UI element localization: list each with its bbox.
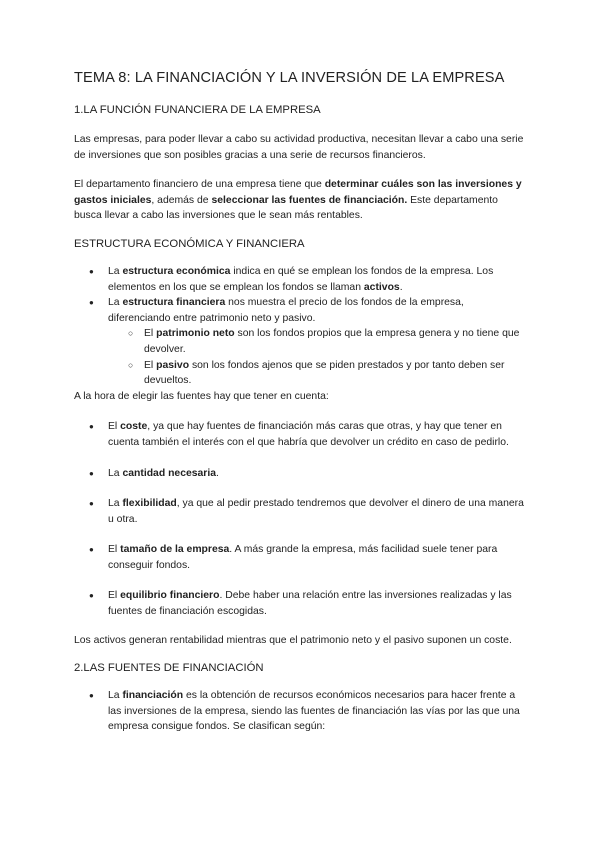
section-heading-1: 1.LA FUNCIÓN FUNANCIERA DE LA EMPRESA xyxy=(74,104,321,116)
list-item: ● El coste, ya que hay fuentes de financiación más caras que otras, y hay que tener en cuenta también el interés con el que habría que devolver un crédito en caso de pedirlo. xyxy=(74,419,526,450)
nested-list xyxy=(108,326,526,388)
criteria-list xyxy=(74,419,526,619)
list-item: ● La financiación es la obtención de recursos económicos necesarios para hacer frente a las inversiones de la empresa, siendo las fuentes de financiación las vías por las que una empresa consigue fondos. Se clasifican según: xyxy=(74,688,526,735)
section-heading-2: 2.LAS FUENTES DE FINANCIACIÓN xyxy=(74,662,264,675)
nested-list-item: ○ El patrimonio neto son los fondos propios que la empresa genera y no tiene que devolver. xyxy=(108,326,526,357)
paragraph-financial-department: El departamento financiero de una empresa tiene que determinar cuáles son las inversiones y gastos iniciales, además de seleccionar las fuentes de financiación. Este departamento busca llevar a cabo las inversiones que le sean más rentables. xyxy=(74,179,522,222)
list-item: ● La estructura financiera nos muestra el precio de los fondos de la empresa, diferenciando entre patrimonio neto y pasivo. ○ El patrimonio neto son los fondos propios que la empresa genera y no tiene que devolver. ○ El pasivo son los fondos ajenos que se piden prestados y por tanto deben ser devueltos. xyxy=(74,295,526,389)
subsection-heading: ESTRUCTURA ECONÓMICA Y FINANCIERA xyxy=(74,237,305,250)
list-item: ● La flexibilidad, ya que al pedir prestado tendremos que devolver el dinero de una manera u otra. xyxy=(74,496,526,527)
paragraph-assets: Los activos generan rentabilidad mientras que el patrimonio neto y el pasivo suponen un coste. xyxy=(74,634,512,646)
structure-list xyxy=(74,264,526,389)
list-item: ● La cantidad necesaria. xyxy=(74,466,526,482)
nested-list-item: ○ El pasivo son los fondos ajenos que se piden prestados y por tanto deben ser devueltos. xyxy=(108,358,526,389)
list-item: ● El tamaño de la empresa. A más grande la empresa, más facilidad suele tener para conseguir fondos. xyxy=(74,542,526,573)
page-title: TEMA 8: LA FINANCIACIÓN Y LA INVERSIÓN DE LA EMPRESA xyxy=(74,70,505,86)
paragraph-intro: Las empresas, para poder llevar a cabo su actividad productiva, necesitan llevar a cabo una serie de inversiones que son posibles gracias a una serie de recursos financieros. xyxy=(74,134,524,161)
financing-list xyxy=(74,688,526,735)
list-item: ● La estructura económica indica en qué se emplean los fondos de la empresa. Los elementos en los que se emplean los fondos se llaman activos. xyxy=(74,264,526,295)
paragraph-choose-sources: A la hora de elegir las fuentes hay que tener en cuenta: xyxy=(74,390,329,402)
list-item: ● El equilibrio financiero. Debe haber una relación entre las inversiones realizadas y las fuentes de financiación escogidas. xyxy=(74,588,526,619)
